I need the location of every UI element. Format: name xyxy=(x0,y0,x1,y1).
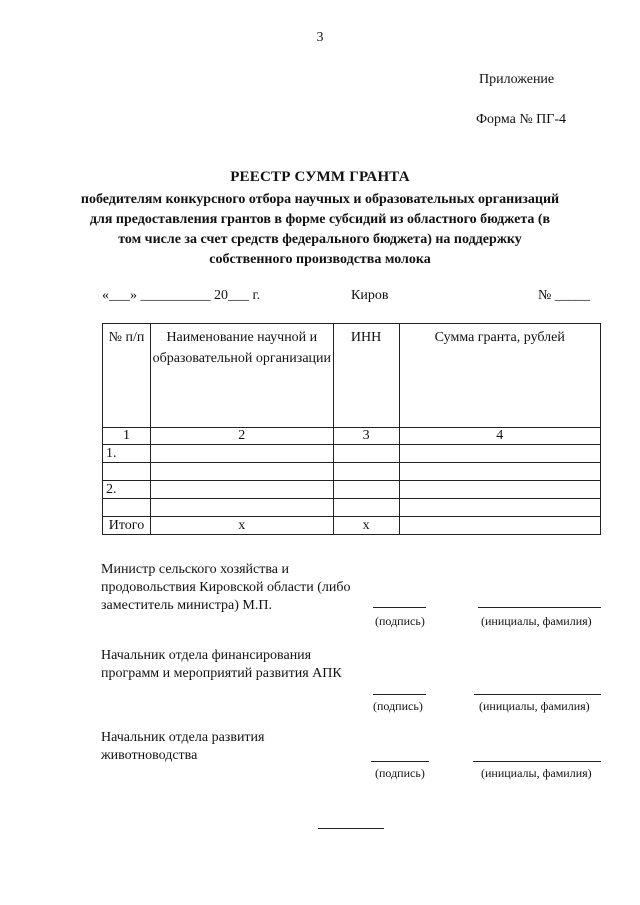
name-caption: (инициалы, фамилия) xyxy=(481,766,592,780)
table-cell: х xyxy=(333,517,399,535)
table-cell: х xyxy=(150,517,333,535)
table-cell xyxy=(150,499,333,517)
signature-line xyxy=(373,694,426,695)
city-label: Киров xyxy=(351,288,389,303)
end-separator-line xyxy=(318,828,384,829)
total-label: Итого xyxy=(103,517,151,535)
minister-title: Министр сельского хозяйства и продовольствия Кировской области (либо заместитель министра) М.П. xyxy=(101,562,351,613)
registry-table xyxy=(102,323,601,535)
header-cell: № п/п xyxy=(103,324,151,428)
finance-head-title: Начальник отдела финансирования программ и мероприятий развития АПК xyxy=(101,648,342,681)
table-cell: 2. xyxy=(103,481,151,499)
name-caption: (инициалы, фамилия) xyxy=(479,699,590,713)
table-row xyxy=(103,445,601,463)
column-number: 1 xyxy=(103,428,151,445)
registry-number-field: № _____ xyxy=(538,288,590,303)
signature-caption: (подпись) xyxy=(375,614,425,628)
appendix-label: Приложение xyxy=(479,72,555,87)
total-row xyxy=(103,517,601,535)
table-header-row xyxy=(103,324,601,428)
table-cell xyxy=(333,463,399,481)
form-label: Форма № ПГ-4 xyxy=(476,112,567,127)
table-cell: 1. xyxy=(103,445,151,463)
table-row xyxy=(103,499,601,517)
table-cell xyxy=(150,463,333,481)
table-cell xyxy=(333,481,399,499)
column-number: 2 xyxy=(150,428,333,445)
name-line xyxy=(478,607,601,608)
header-cell: ИНН xyxy=(333,324,399,428)
signature-caption: (подпись) xyxy=(375,766,425,780)
table-row xyxy=(103,463,601,481)
document-title: РЕЕСТР СУММ ГРАНТА xyxy=(230,169,410,185)
table-cell xyxy=(333,445,399,463)
signature-line xyxy=(371,761,429,762)
header-cell: Наименование научной и образовательной организации xyxy=(150,324,333,428)
table-cell xyxy=(399,481,600,499)
column-number-row xyxy=(103,428,601,445)
table-cell xyxy=(150,445,333,463)
table-row xyxy=(103,481,601,499)
page-number: 3 xyxy=(316,30,324,45)
name-caption: (инициалы, фамилия) xyxy=(481,614,592,628)
name-line xyxy=(473,761,601,762)
signature-line xyxy=(373,607,426,608)
header-cell: Сумма гранта, рублей xyxy=(399,324,600,428)
table-cell xyxy=(399,463,600,481)
table-cell xyxy=(103,463,151,481)
table-cell xyxy=(333,499,399,517)
document-subtitle: победителям конкурсного отбора научных и образовательных организаций для предоставления грантов в форме субсидий из областного бюджета (в том числе за счет средств федерального бюджета) на поддержку собственного производства молока xyxy=(80,192,560,267)
name-line xyxy=(474,694,601,695)
column-number: 3 xyxy=(333,428,399,445)
table-cell xyxy=(399,445,600,463)
table-cell xyxy=(399,499,600,517)
table-cell xyxy=(103,499,151,517)
column-number: 4 xyxy=(399,428,600,445)
table-cell xyxy=(150,481,333,499)
table-cell xyxy=(399,517,600,535)
livestock-head-title: Начальник отдела развития животноводства xyxy=(101,730,265,763)
signature-caption: (подпись) xyxy=(373,699,423,713)
date-field: «___» __________ 20___ г. xyxy=(102,288,261,303)
